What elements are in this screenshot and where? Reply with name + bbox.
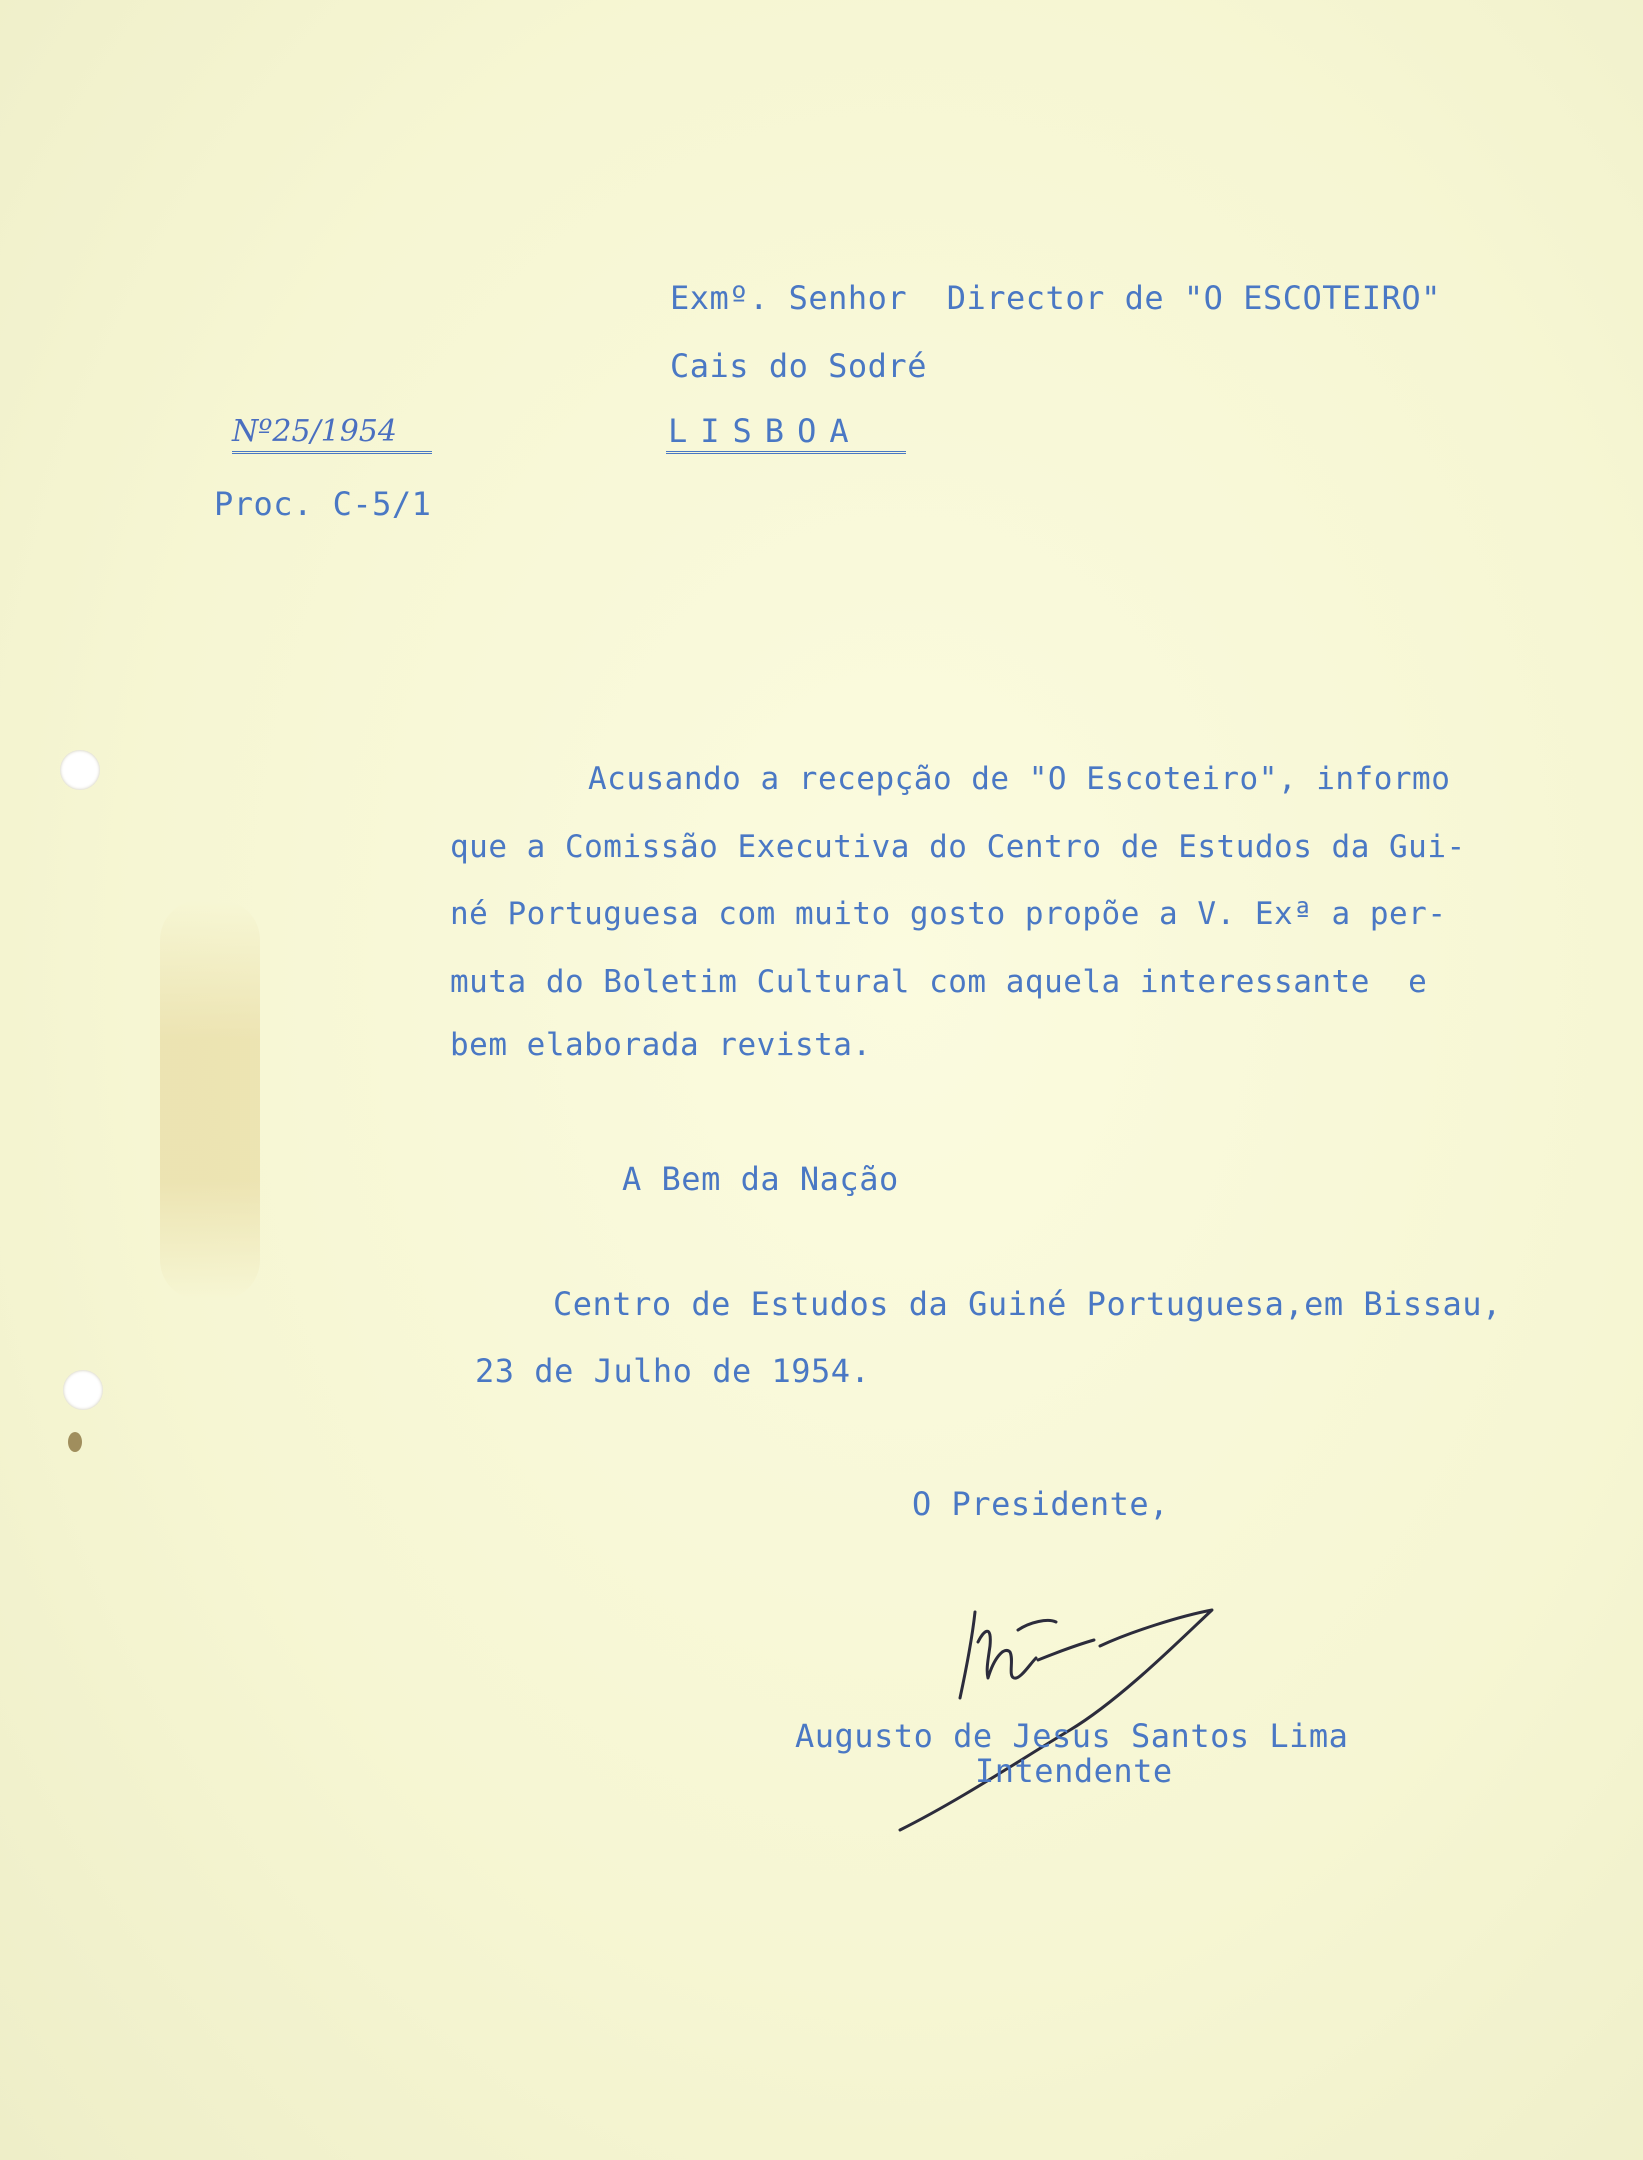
recipient-city: LISBOA [668, 412, 862, 450]
tape-stain [160, 900, 260, 1300]
signer-title: Intendente [975, 1752, 1173, 1790]
body-line-4: muta do Boletim Cultural com aquela interessante e [450, 964, 1428, 1000]
recipient-city-underline [666, 451, 906, 458]
place-line: Centro de Estudos da Guiné Portuguesa,em Bissau, [553, 1285, 1502, 1323]
signoff: O Presidente, [912, 1485, 1169, 1523]
reference-number: Nº25/1954 [232, 414, 397, 449]
closing-salutation: A Bem da Nação [622, 1160, 899, 1198]
handwritten-signature [880, 1560, 1340, 1860]
body-line-5: bem elaborada revista. [450, 1027, 872, 1063]
recipient-line-1: Exmº. Senhor Director de "O ESCOTEIRO" [670, 279, 1441, 317]
punch-hole-top [60, 750, 100, 790]
recipient-line-2: Cais do Sodré [670, 347, 927, 385]
body-line-2: que a Comissão Executiva do Centro de Estudos da Gui- [450, 829, 1466, 865]
process-number: Proc. C-5/1 [214, 485, 432, 523]
reference-underline [232, 451, 432, 458]
body-line-1: Acusando a recepção de "O Escoteiro", informo [588, 761, 1451, 797]
date-line: 23 de Julho de 1954. [475, 1352, 871, 1390]
punch-hole-bottom [63, 1370, 103, 1410]
body-line-3: né Portuguesa com muito gosto propõe a V. Exª a per- [450, 896, 1447, 932]
signer-name: Augusto de Jesus Santos Lima [795, 1717, 1349, 1755]
rust-spot [68, 1432, 82, 1452]
